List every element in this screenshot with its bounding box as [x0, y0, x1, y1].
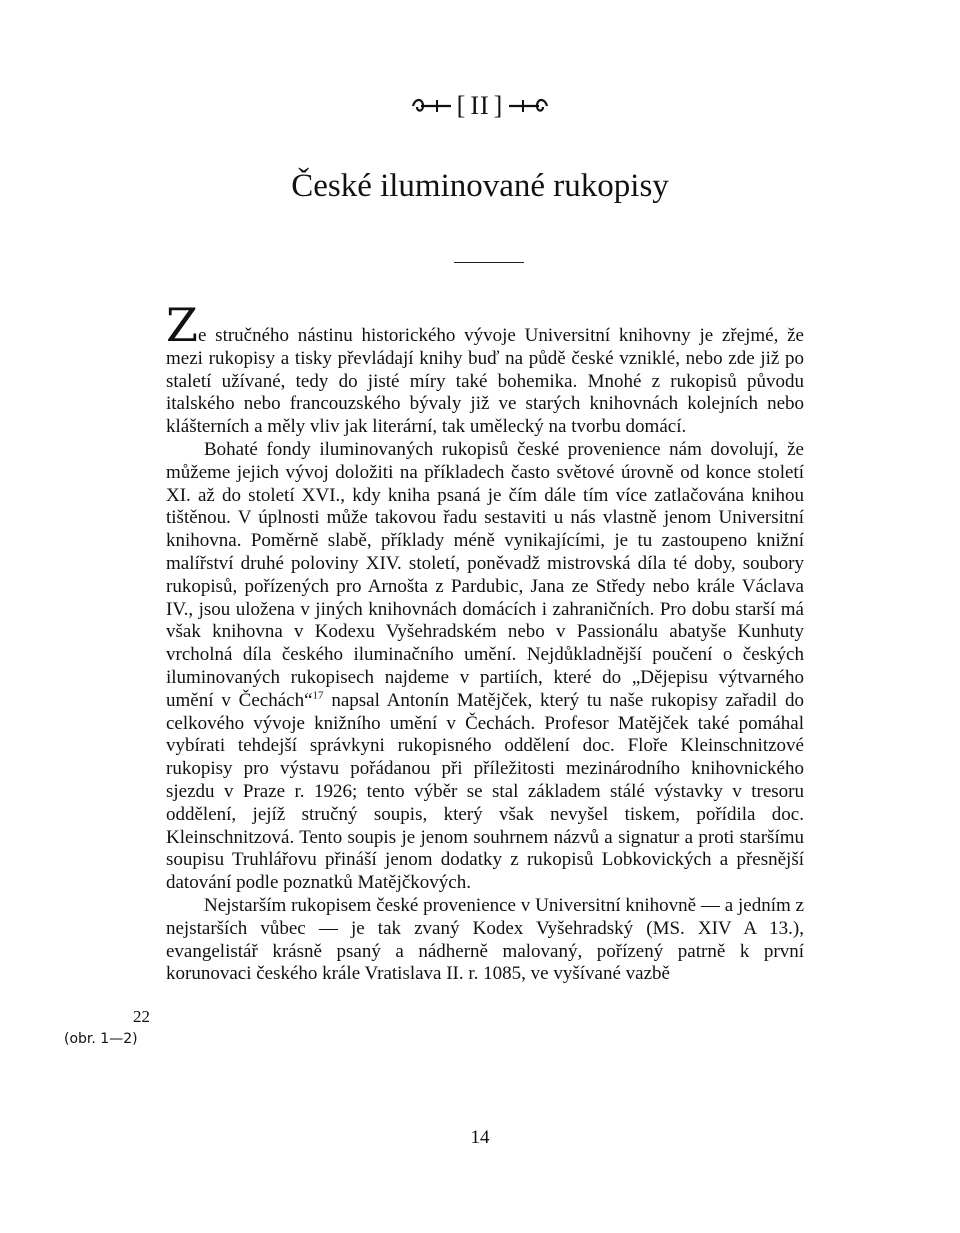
- chapter-bracket-open: [: [456, 91, 467, 120]
- margin-figure-reference: (obr. 1—2): [64, 1031, 138, 1047]
- chapter-number-ornament: [0, 86, 960, 126]
- paragraph-2-text-before-note: Bohaté fondy iluminovaných rukopisů české provenience nám dovolují, že můžeme jejich vývoj doložiti na příkladech často světové úrovně od konce století XI. až do století XVI., kdy kniha psaná je čím dále tím více zatlačována knihou tištěnou. V úplnosti může takovou řadu sestaviti u nás vlastně jenom Universitní knihovna. Poměrně slabě, příklady méně vynikajícími, je tu zastoupeno knižní malířství druhé poloviny XIV. století, poněvadž mistrovská díla té doby, soubory rukopisů, pořízených pro Arnošta z Pardubic, Jana ze Středy nebo krále Václava IV., jsou uložena v jiných knihovnách domácích i zahraničních. Pro dobu starší má však knihovna v Kodexu Vyšehradském nebo v Passionálu abatyše Kunhuty vrcholná díla českého iluminačního umění. Nejdůkladnější poučení o českých iluminovaných rukopisech najdeme v partiích, které do „Dějepisu výtvarného umění v Čechách“: [166, 438, 804, 711]
- page-number: 14: [470, 1127, 490, 1148]
- left-fleuron-icon: [411, 94, 453, 118]
- paragraph-3: [166, 895, 804, 986]
- chapter-bracket-close: ]: [493, 91, 504, 120]
- right-fleuron-icon: [507, 94, 549, 118]
- title-divider: [454, 262, 524, 263]
- body-text: [166, 298, 804, 986]
- chapter-title: České iluminované rukopisy: [291, 168, 669, 204]
- paragraph-2: [166, 439, 804, 895]
- drop-cap: Z: [166, 298, 198, 352]
- paragraph-2-text-after-note: napsal Antonín Matějček, který tu naše rukopisy zařadil do celkového vývoje knižního umění v Čechách. Profesor Matějček také pomáhal vybírati tehdejší správkyni rukopisného oddělení doc. Floře Kleinschnitzové rukopisy pro výstavu pořádanou při příležitosti mezinárodního knihovnického sjezdu v Praze r. 1926; tento výběr se stal základem stálé výstavky v tresoru oddělení, jejíž stručný soupis, který však nevyšel tiskem, pořídila doc. Kleinschnitzová. Tento soupis je jenom souhrnem názvů a signatur a proti staršímu soupisu Truhlářovu přináší jenom dodatky z rukopisů Lobkovických a přesnější datování podle poznatků Matějčkových.: [166, 689, 804, 894]
- paragraph-1: [166, 298, 804, 439]
- chapter-number: II: [470, 91, 490, 120]
- paragraph-3-text: Nejstarším rukopisem české provenience v Universitní knihovně — a jedním z nejstarších vůbec — je tak zvaný Kodex Vyšehradský (MS. XIV A 13.), evangelistář krásně psaný a nádherně malovaný, pořízený patrně k první korunovaci českého krále Vratislava II. r. 1085, ve vyšívané vazbě: [166, 894, 804, 985]
- footnote-reference: 17: [312, 689, 324, 702]
- margin-page-reference: 22: [133, 1007, 150, 1026]
- paragraph-1-text: e stručného nástinu historického vývoje Universitní knihovny je zřejmé, že mezi rukopisy a tisky převládají knihy buď na půdě české vzniklé, nebo zde již po staletí užívané, tedy do jisté míry také bohemika. Mnohé z rukopisů původu italského nebo francouzského bývaly již ve starých knihovnách kolejních nebo klášterních a měly vliv jak literární, tak umělecký na tvorbu domácí.: [166, 325, 804, 438]
